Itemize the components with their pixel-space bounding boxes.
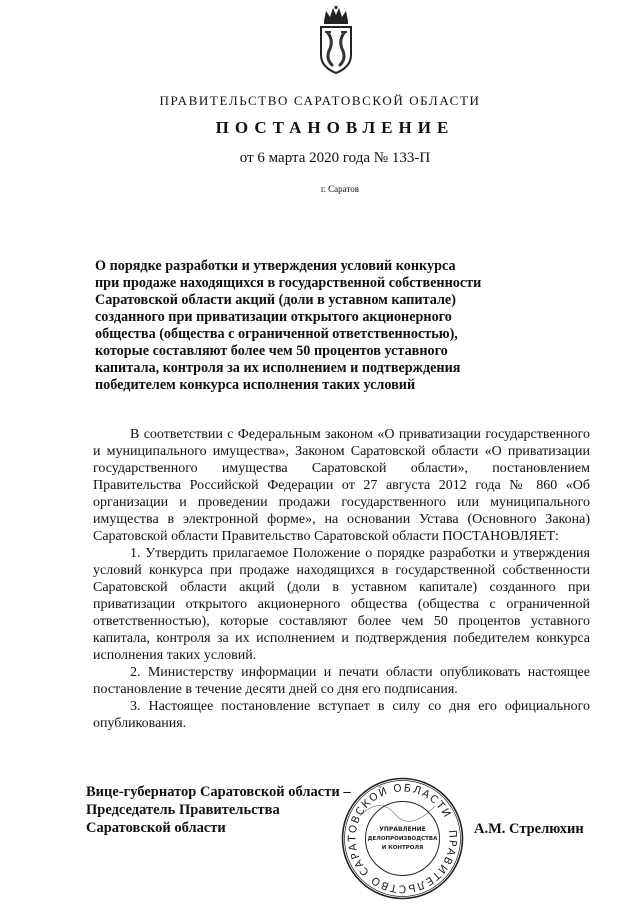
preamble-paragraph: В соответствии с Федеральным законом «О приватизации государственного и муниципального имущества», Законом Саратовской области «О приватизации государственного имущества Саратовской области», постановлением Правительства Российской Федерации от 27 августа 2012 года № 860 «Об организации и проведении продажи государственного или муниципального имущества в электронной форме», на основании Устава (Основного Закона) Саратовской области Правительство Саратовской области ПОСТАНОВЛЯЕТ: xyxy=(93,427,590,544)
title-line: победителем конкурса исполнения таких условий xyxy=(95,377,416,393)
government-name: ПРАВИТЕЛЬСТВО САРАТОВСКОЙ ОБЛАСТИ xyxy=(159,93,481,108)
title-line: О порядке разработки и утверждения условий конкурса xyxy=(95,258,456,274)
resolution-item-2: 2. Министерству информации и печати области опубликовать настоящее постановление в течение десяти дней со дня его подписания. xyxy=(93,665,590,697)
document-date-number: от 6 марта 2020 года № 133-П xyxy=(239,150,431,166)
position-line: Председатель Правительства xyxy=(86,802,280,818)
title-line: общества (общества с ограниченной ответственностью), xyxy=(95,326,458,342)
position-line: Вице-губернатор Саратовской области – xyxy=(86,784,351,800)
document-body xyxy=(93,426,590,732)
official-stamp xyxy=(340,776,465,901)
signatory-position xyxy=(86,783,351,837)
title-line: Саратовской области акций (доли в уставном капитале) xyxy=(95,292,456,308)
stamp-center-line: ДЕЛОПРОИЗВОДСТВА xyxy=(367,836,438,842)
stamp-ring-text: ПРАВИТЕЛЬСТВО САРАТОВСКОЙ ОБЛАСТИ xyxy=(346,782,459,895)
title-line: капитала, контроля за их исполнением и подтверждения xyxy=(95,360,461,376)
coat-of-arms-icon xyxy=(312,5,360,75)
stamp-center-line: И КОНТРОЛЯ xyxy=(381,845,424,851)
resolution-item-1: 1. Утвердить прилагаемое Положение о порядке разработки и утверждения условий конкурса при продаже находящихся в государственной собственности Саратовской области акций (доли в уставном капитале) созданного при приватизации открытого акционерного общества (общества с ограниченной ответственностью), которые составляют более чем 50 процентов уставного капитала, контроля за их исполнением и подтверждения победителем конкурса исполнения таких условий. xyxy=(93,546,590,663)
document-city: г. Саратов xyxy=(321,184,359,194)
document-type: ПОСТАНОВЛЕНИЕ xyxy=(215,118,455,137)
title-line: при продаже находящихся в государственной собственности xyxy=(95,275,482,291)
signatory-name: А.М. Стрелюхин xyxy=(474,821,584,837)
resolution-item-3: 3. Настоящее постановление вступает в силу со дня его официального опубликования. xyxy=(93,699,590,731)
stamp-center-line: УПРАВЛЕНИЕ xyxy=(379,826,426,833)
document-title xyxy=(95,258,503,394)
title-line: созданного при приватизации открытого акционерного xyxy=(95,309,452,325)
title-line: которые составляют более чем 50 процентов уставного xyxy=(95,343,448,359)
position-line: Саратовской области xyxy=(86,820,226,836)
